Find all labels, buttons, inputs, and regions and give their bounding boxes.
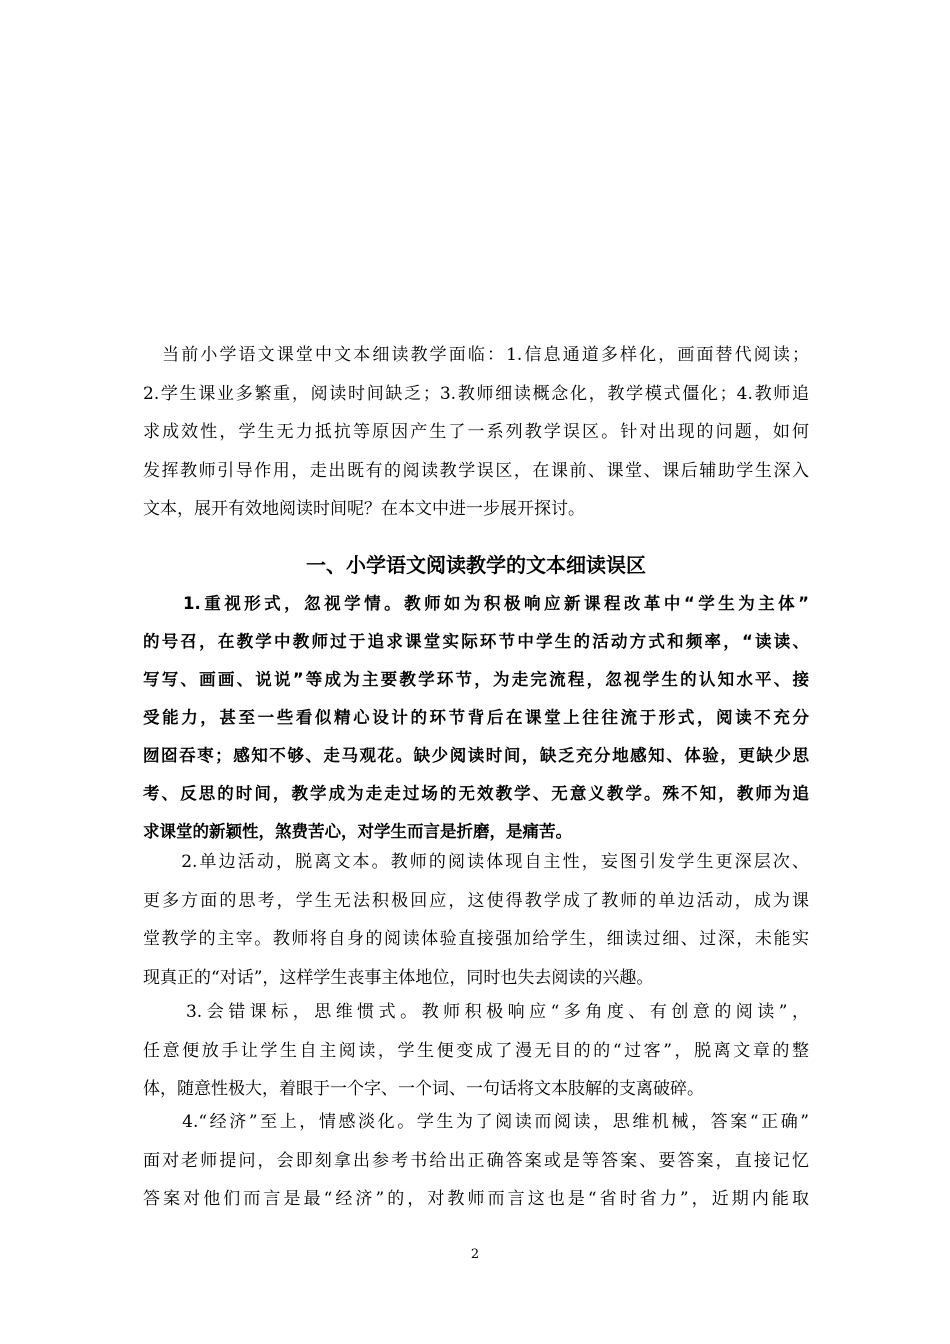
intro-line: 2.学生课业多繁重，阅读时间缺乏；3.教师细读概念化，教学模式僵化；4.教师追	[143, 383, 809, 404]
section1-line: 1.重视形式，忽视学情。教师如为积极响应新课程改革中“学生为主体”	[143, 594, 809, 613]
section3-line: 任意便放手让学生自主阅读，学生便变成了漫无目的的“过客”，脱离文章的整	[143, 1040, 809, 1061]
section1-line: 受能力，甚至一些看似精心设计的环节背后在课堂上往往流于形式，阅读不充分	[143, 708, 809, 727]
section3-paragraph	[143, 993, 809, 1109]
page-number: 2	[470, 1247, 480, 1262]
section1-line: 考、反思的时间，教学成为走走过场的无效教学、无意义教学。殊不知，教师为追	[143, 784, 809, 803]
section1-line: 求课堂的新颖性，煞费苦心，对学生而言是折磨，是痛苦。	[143, 822, 572, 841]
section2-paragraph	[143, 843, 809, 997]
section3-line: 体，随意性极大，着眼于一个字、一个词、一句话将文本肢解的支离破碎。	[143, 1079, 704, 1099]
section2-line: 2.单边活动，脱离文本。教师的阅读体现自主性，妄图引发学生更深层次、	[143, 852, 809, 872]
section4-line: 4.“经济”至上，情感淡化。学生为了阅读而阅读，思维机械，答案“正确”	[143, 1112, 809, 1132]
section1-line: 写写、画画、说说”等成为主要教学环节，为走完流程，忽视学生的认知水平、接	[143, 670, 809, 689]
section1-line: 囫囵吞枣；感知不够、走马观花。缺少阅读时间，缺乏充分地感知、体验，更缺少思	[143, 746, 809, 765]
section3-line: 3.会错课标，思维惯式。教师积极响应“多角度、有创意的阅读”，	[143, 1002, 809, 1022]
section2-line: 更多方面的思考，学生无法积极回应，这使得教学成了教师的单边活动，成为课	[143, 890, 809, 911]
section2-line: 堂教学的主宰。教师将自身的阅读体验直接强加给学生，细读过细、过深，未能实	[143, 929, 809, 949]
intro-line: 当前小学语文课堂中文本细读教学面临：1.信息通道多样化，画面替代阅读；	[143, 345, 809, 365]
section4-paragraph	[143, 1103, 809, 1219]
intro-line: 文本，展开有效地阅读时间呢？在本文中进一步展开探讨。	[143, 499, 585, 519]
section-heading: 一、小学语文阅读教学的文本细读误区	[306, 553, 646, 577]
intro-paragraph	[143, 336, 809, 529]
section1-line: 的号召，在教学中教师过于追求课堂实际环节中学生的活动方式和频率，“读读、	[143, 632, 809, 651]
section2-line: 现真正的“对话”，这样学生丧事主体地位，同时也失去阅读的兴趣。	[143, 967, 654, 988]
section1-paragraph	[143, 585, 809, 851]
section4-line: 答案对他们而言是最“经济”的，对教师而言这也是“省时省力”，近期内能取	[143, 1189, 809, 1209]
intro-line: 发挥教师引导作用，走出既有的阅读教学误区，在课前、课堂、课后辅助学生深入	[143, 460, 809, 481]
intro-line: 求成效性，学生无力抵抗等原因产生了一系列教学误区。针对出现的问题，如何	[143, 422, 809, 442]
section4-line: 面对老师提问，会即刻拿出参考书给出正确答案或是等答案、要答案，直接记忆	[143, 1150, 809, 1171]
